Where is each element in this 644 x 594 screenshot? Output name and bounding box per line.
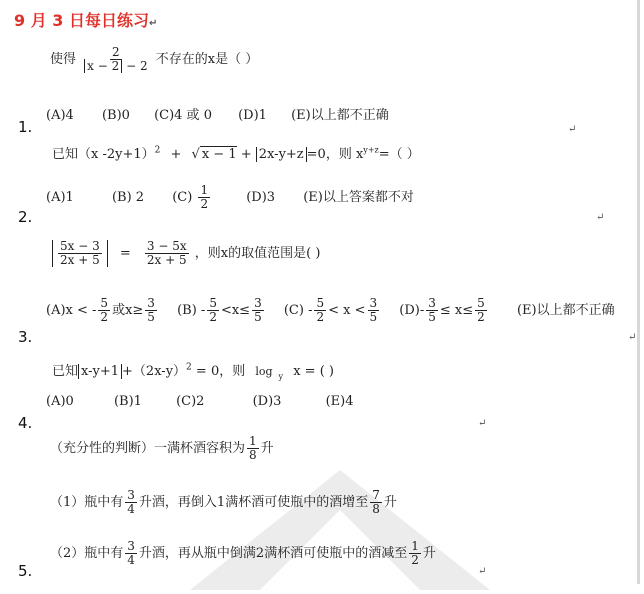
q2-number: 2. — [18, 208, 33, 226]
q2-options: (A)1 (B) 2 (C) $\frac{1}{2}$ (D)3 (E)以上答案都不对 — [46, 183, 414, 211]
q1-options: (A)4 (B)0 (C)4 或 0 (D)1 (E)以上都不正确 — [46, 108, 389, 123]
q5-statement-1: （1）瓶中有 $\frac{3}{4}$ 升酒，再倒入1满杯酒可使瓶中的酒增至 $\frac{7}{8}$ 升 — [50, 488, 397, 516]
page-title: 9 月 3 日每日练习↵ — [14, 11, 158, 30]
q3-stem: $\frac{5x - 3}{2x + 5}$ = $\frac{3 - 5x}{2x + 5}$ ，则x的取值范围是( ) — [52, 240, 320, 267]
q1-fraction: $\frac{2}{x - 2 - 2}$ — [82, 46, 149, 73]
q5-intro: （充分性的判断）一满杯酒容积为 $\frac{1}{8}$ 升 — [50, 434, 274, 462]
q3-options: (A)x < - $\frac{5}{2}$ 或x≥ $\frac{3}{5}$ (B) - $\frac{5}{2}$ <x≤ $\frac{3}{5}$ (C) - $\frac{5}{2}$ < x < $\frac{3}{5}$ (D)- $\frac{3}{5}$ ≤ x≤ $\frac{5}{2}$ (E)以上都不正确 — [46, 296, 615, 324]
q4-stem: 已知 $x-y+1 +(2x-y)^2 = 0$，则 log $_y$ x = ( ) — [52, 362, 334, 381]
q1-number: 1. — [18, 118, 33, 136]
q1-stem: 使得 $\frac{2}{x - 2 - 2}$ 不存在的x是（ ） — [50, 45, 259, 73]
right-edge-line — [637, 0, 640, 584]
q4-options: (A)0 (B)1 (C)2 (D)3 (E)4 — [46, 394, 354, 409]
q4-number: 4. — [18, 414, 33, 432]
return-mark: ↵ — [568, 124, 577, 135]
return-mark: ↵ — [478, 566, 487, 577]
q5-statement-2: （2）瓶中有 $\frac{3}{4}$ 升酒，再从瓶中倒满2满杯酒可使瓶中的酒减至 $\frac{1}{2}$ 升 — [50, 539, 436, 567]
return-mark: ↵ — [478, 418, 487, 429]
q3-number: 3. — [18, 328, 33, 346]
q2-stem: 已知（x -2y+1）$^2$ + √ x − 1 + 2x-y+z =0，则 $x^{y+z}=$（ ） — [52, 145, 420, 162]
return-mark: ↵ — [596, 212, 605, 223]
return-mark: ↵ — [628, 332, 637, 343]
q5-number: 5. — [18, 562, 33, 580]
